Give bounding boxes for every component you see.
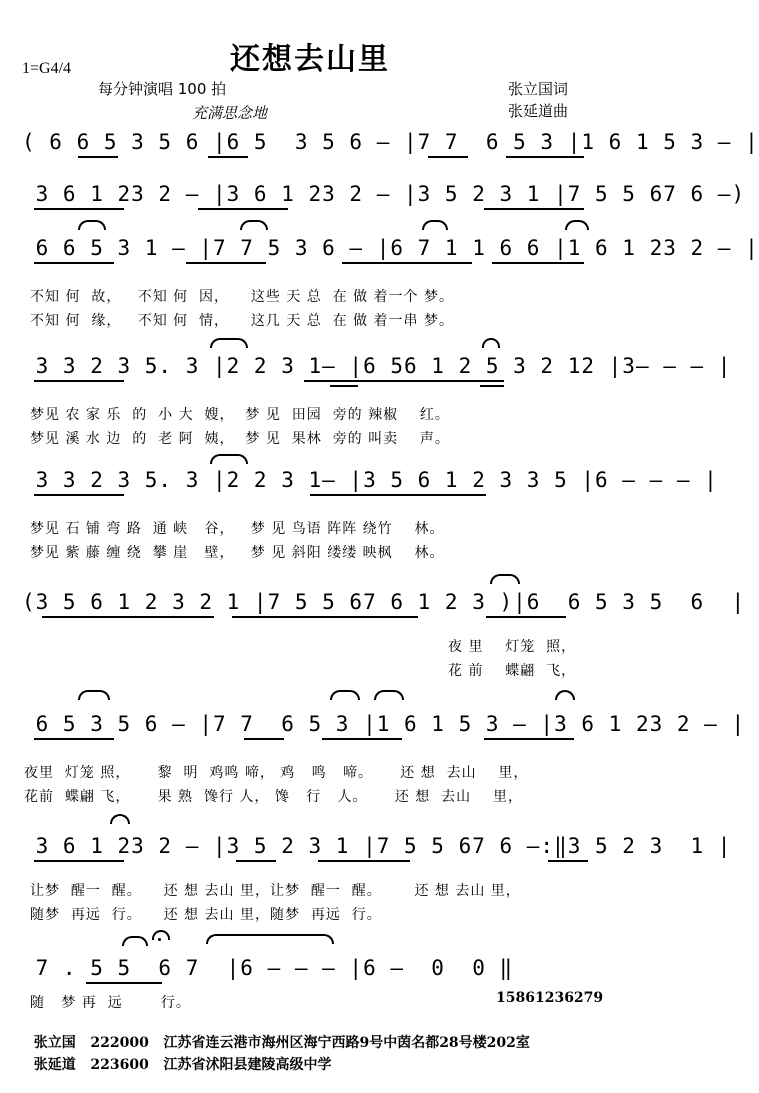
beam <box>492 262 584 264</box>
beam <box>186 262 266 264</box>
beam <box>34 494 124 496</box>
lyrics-line-3b: 不知 何 缘， 不知 何 情， 这几 天 总 在 做 着一串 梦。 <box>30 313 455 329</box>
composer-credit: 张延道曲 <box>508 102 569 120</box>
score-line-6: (3 5 6 1 2 3 2 1 |7 5 5 67 6 1 2 3 )|6 6 5 3 5 6 | <box>22 590 746 614</box>
beam <box>342 262 472 264</box>
lyrics-line-4a: 梦见 农 家 乐 的 小 大 嫂， 梦 见 田园 旁的 辣椒 红。 <box>30 407 450 423</box>
contact-address: 江苏省连云港市海州区海宁西路9号中茵名都28号楼202室 <box>163 1035 530 1051</box>
lyrics-line-6b: 花 前 蝶翩 飞， <box>448 663 577 679</box>
slur <box>422 220 448 230</box>
score-line-5: 3 3 2 3 5. 3 |2 2 3 1— |3 5 6 1 2 3 3 5 |6 — — — | <box>22 468 718 492</box>
phone-number: 15861236279 <box>496 990 604 1006</box>
lyrics-line-6a: 夜 里 灯笼 照， <box>448 639 577 655</box>
fermata <box>152 930 170 940</box>
slur <box>78 690 110 700</box>
tie <box>206 934 334 944</box>
lyrics-line-3a: 不知 何 故， 不知 何 因， 这些 天 总 在 做 着一个 梦。 <box>30 289 455 305</box>
beam <box>506 156 584 158</box>
slur <box>482 338 500 348</box>
beam <box>480 385 504 387</box>
lyrics-line-5b: 梦见 紫 藤 缠 绕 攀 崖 壁， 梦 见 斜阳 缕缕 映枫 林。 <box>30 545 445 561</box>
score-line-9: 7 . 5 5 6 7 |6 — — — |6 — 0 0 ‖ <box>22 956 514 980</box>
lyrics-line-4b: 梦见 溪 水 边 的 老 阿 姨， 梦 见 果林 旁的 叫卖 声。 <box>30 431 450 447</box>
beam <box>486 616 566 618</box>
slur <box>210 454 248 464</box>
lyrics-line-7a: 夜里 灯笼 照， 黎 明 鸡鸣 啼， 鸡 鸣 啼。 还 想 去山 里， <box>24 765 529 781</box>
tempo-marking: 每分钟演唱 100 拍 <box>98 80 227 98</box>
slur <box>78 220 106 230</box>
beam <box>236 860 276 862</box>
beam <box>34 380 124 382</box>
song-title: 还想去山里 <box>230 42 390 77</box>
slur <box>555 690 575 700</box>
slur <box>330 690 360 700</box>
beam <box>78 156 118 158</box>
beam <box>330 385 358 387</box>
beam <box>310 494 486 496</box>
score-line-1: ( 6 6 5 3 5 6 |6 5 3 5 6 — |7 7 6 5 3 |1 6 1 5 3 — | <box>22 130 759 154</box>
slur <box>490 574 520 584</box>
beam <box>484 738 574 740</box>
beam <box>34 860 124 862</box>
beam <box>34 208 124 210</box>
beam <box>34 262 114 264</box>
score-line-7: 6 5 3 5 6 — |7 7 6 5 3 |1 6 1 5 3 — |3 6 1 23 2 — | <box>22 712 746 736</box>
slur <box>122 936 148 946</box>
slur <box>374 690 404 700</box>
beam <box>304 380 504 382</box>
lyrics-line-9: 随 梦 再 远 行。 <box>30 995 191 1011</box>
contact-name: 张延道 <box>33 1057 76 1073</box>
beam <box>318 860 410 862</box>
fermata-dot <box>158 938 161 941</box>
beam <box>42 616 214 618</box>
contact-postcode: 222000 <box>90 1035 149 1051</box>
contact-row-2 <box>24 1038 331 1074</box>
contact-postcode: 223600 <box>90 1057 149 1073</box>
beam <box>428 156 468 158</box>
lyrics-line-8a: 让梦 醒一 醒。 还 想 去山 里，让梦 醒一 醒。 还 想 去山 里， <box>30 883 521 899</box>
score-line-3: 6 6 5 3 1 — |7 7 5 3 6 — |6 7 1 1 6 6 |1 6 1 23 2 — | <box>22 236 759 260</box>
score-line-8: 3 6 1 23 2 — |3 5 2 3 1 |7 5 5 67 6 —:‖3 5 2 3 1 | <box>22 834 732 858</box>
beam <box>548 860 588 862</box>
lyrics-line-7b: 花前 蝶翩 飞， 果 熟 馋行 人， 馋 行 人。 还 想 去山 里， <box>24 789 523 805</box>
key-signature: 1=G4/4 <box>22 60 72 77</box>
beam <box>198 208 288 210</box>
beam <box>322 738 402 740</box>
contact-name: 张立国 <box>33 1035 76 1051</box>
slur <box>240 220 268 230</box>
score-line-4: 3 3 2 3 5. 3 |2 2 3 1— |6 56 1 2 5 3 2 12 |3— — — | <box>22 354 732 378</box>
beam <box>34 738 114 740</box>
slur <box>565 220 589 230</box>
slur <box>110 814 130 824</box>
beam <box>244 738 284 740</box>
beam <box>208 156 248 158</box>
score-line-2: 3 6 1 23 2 — |3 6 1 23 2 — |3 5 2 3 1 |7 5 5 67 6 —) <box>22 182 746 206</box>
slur <box>210 338 248 348</box>
lyrics-line-5a: 梦见 石 铺 弯 路 通 峡 谷， 梦 见 鸟语 阵阵 绕竹 林。 <box>30 521 445 537</box>
lyricist-credit: 张立国词 <box>508 80 569 98</box>
expression-marking: 充满思念地 <box>192 104 268 122</box>
beam <box>484 208 584 210</box>
contact-address: 江苏省沭阳县建陵高级中学 <box>163 1057 332 1073</box>
lyrics-line-8b: 随梦 再远 行。 还 想 去山 里，随梦 再远 行。 <box>30 907 382 923</box>
beam <box>86 982 162 984</box>
beam <box>232 616 418 618</box>
